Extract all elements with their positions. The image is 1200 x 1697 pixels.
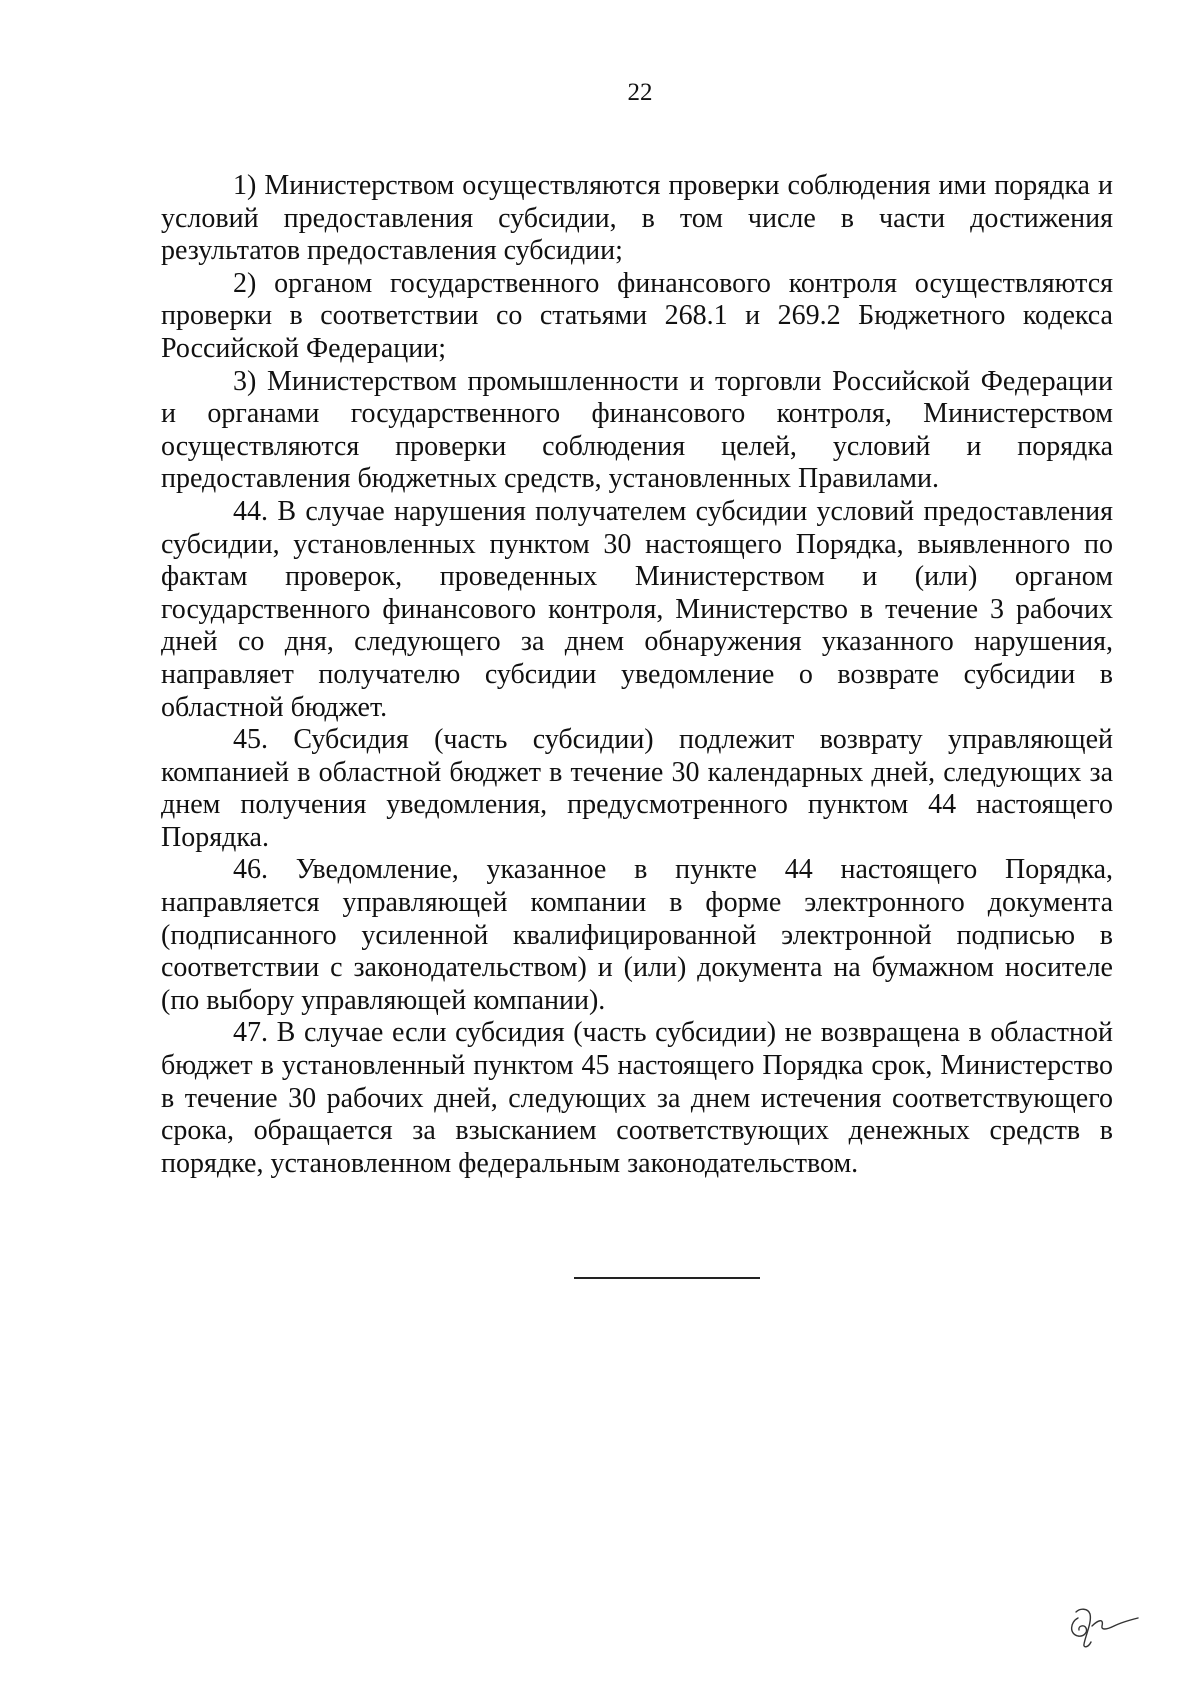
signature-stroke-1	[1072, 1618, 1087, 1636]
paragraph-item-2: 2) органом государственного финансового контроля осуществляются проверки в соответствии со статьями 268.1 и 269.2 Бюджетного кодекса Российской Федерации;	[161, 267, 1113, 364]
paragraph-47: 47. В случае если субсидия (часть субсидии) не возвращена в областной бюджет в установленный пунктом 45 настоящего Порядка срок, Министерство в течение 30 рабочих дней, следующих за днем истечения соответствующего срока, обращается за взысканием соответствующих денежных средств в порядке, установленном федеральным законодательством.	[161, 1017, 1113, 1179]
paragraph-45: 45. Субсидия (часть субсидии) подлежит возврату управляющей компанией в областной бюджет в течение 30 календарных дней, следующих за днем получения уведомления, предусмотренного пунктом 44 настоящего Порядка.	[161, 724, 1113, 853]
signature-stroke-3	[1092, 1618, 1138, 1629]
paragraph-item-3: 3) Министерством промышленности и торговли Российской Федерации и органами государственного финансового контроля, Министерством осуществляются проверки соблюдения целей, условий и порядка предоставления бюджетных средств, установленных Правилами.	[161, 365, 1113, 495]
page-number: 22	[627, 79, 653, 106]
paragraph-item-1: 1) Министерством осуществляются проверки соблюдения ими порядка и условий предоставления субсидии, в том числе в части достижения результатов предоставления субсидии;	[161, 170, 1113, 267]
document-body	[161, 170, 1113, 1180]
signature-icon	[1064, 1604, 1144, 1650]
paragraph-46: 46. Уведомление, указанное в пункте 44 настоящего Порядка, направляется управляющей компании в форме электронного документа (подписанного усиленной квалифицированной электронной подписью в соответствии с законодательством) и (или) документа на бумажном носителе (по выбору управляющей компании).	[161, 854, 1113, 1016]
end-of-document-rule	[574, 1277, 760, 1279]
paragraph-44: 44. В случае нарушения получателем субсидии условий предоставления субсидии, установленных пунктом 30 настоящего Порядка, выявленного по фактам проверок, проведенных Министерством и (или) органом государственного финансового контроля, Министерство в течение 3 рабочих дней со дня, следующего за днем обнаружения указанного нарушения, направляет получателю субсидии уведомление о возврате субсидии в областной бюджет.	[161, 495, 1113, 723]
